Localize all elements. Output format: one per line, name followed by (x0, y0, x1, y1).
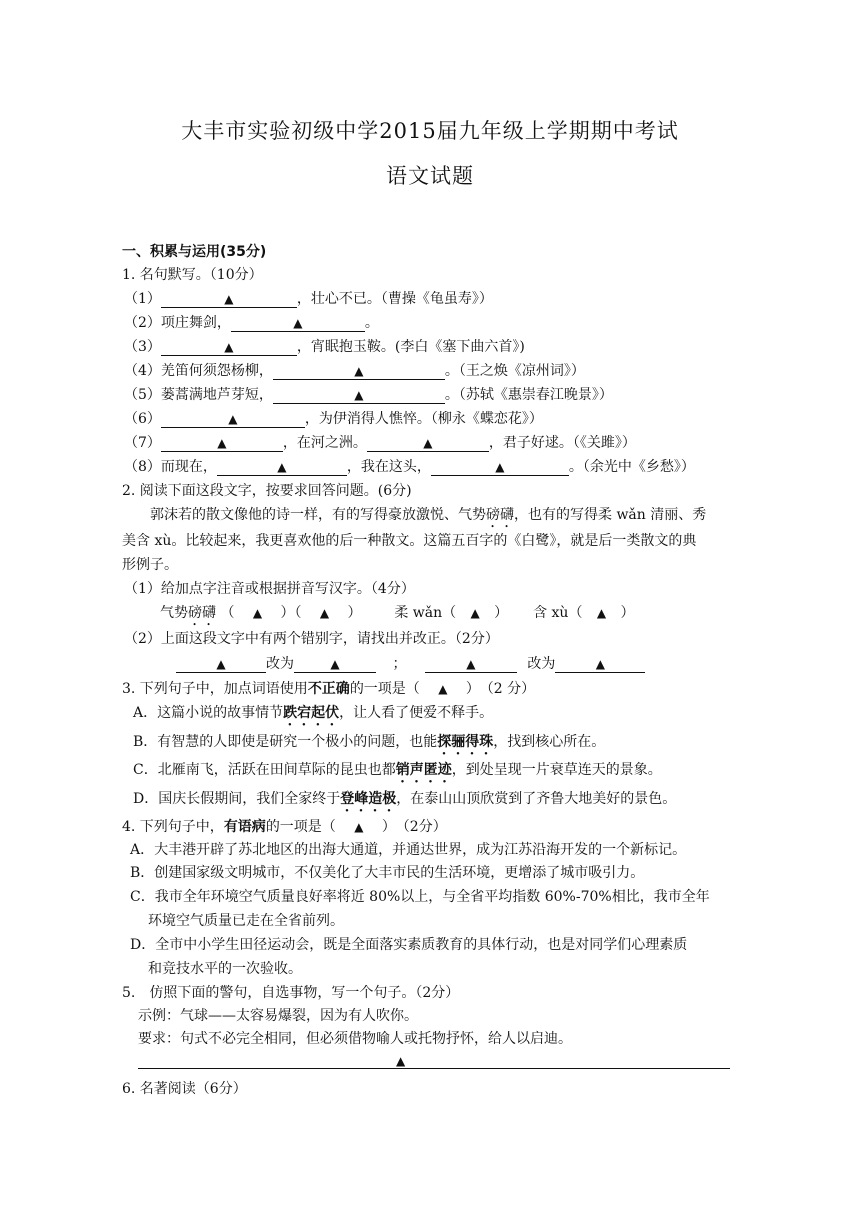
q1-item-3: （3） ▲ ，宵眠抱玉鞍。(李白《塞下曲六首》) (124, 339, 525, 355)
q3-option-c: C．北雁南飞，活跃在田间草际的昆虫也都销声匿迹，到处呈现一片衰草连天的景象。 (133, 762, 662, 778)
section-heading: 一、积累与运用(35分) (122, 244, 267, 260)
triangle-icon: ▲ (595, 657, 605, 671)
triangle-icon: ▲ (293, 316, 303, 330)
triangle-icon: ▲ (423, 436, 433, 450)
answer-blank[interactable] (425, 656, 517, 673)
q1-stem: 1. 名句默写。（10分） (122, 267, 263, 283)
triangle-icon: ▲ (438, 682, 448, 696)
answer-blank[interactable] (217, 459, 347, 476)
answer-blank[interactable] (231, 315, 365, 332)
q4-option-b: B．创建国家级文明城市，不仅美化了大丰市民的生活环境，更增添了城市吸引力。 (130, 865, 645, 881)
q1-item-4: （4）羌笛何须怨杨柳， ▲ 。（王之焕《凉州词》） (124, 363, 585, 379)
q3-option-b: B．有智慧的人即使是研究一个极小的问题，也能探骊得珠，找到核心所在。 (133, 734, 606, 750)
answer-blank[interactable] (161, 411, 305, 428)
triangle-icon: ▲ (216, 657, 226, 671)
answer-blank[interactable] (273, 387, 445, 404)
answer-blank[interactable] (161, 291, 297, 308)
triangle-icon: ▲ (217, 436, 227, 450)
answer-blank[interactable] (161, 339, 297, 356)
triangle-icon: ▲ (396, 1054, 406, 1068)
q4-option-c: C．我市全年环境空气质量良好率将近 80%以上，与全省平均指数 60%-70%相比，我市全年 (130, 889, 710, 905)
triangle-icon: ▲ (470, 606, 480, 620)
triangle-icon: ▲ (319, 606, 330, 620)
dotted-word: 磅礴 (188, 605, 216, 621)
answer-slot[interactable] (420, 680, 466, 698)
q4-stem: 4. 下列句子中，有语病的一项是（ ▲ ） （2分） (122, 819, 447, 835)
q1-item-7: （7） ▲ ，在河之洲。 ▲ ，君子好逑。（《关雎》） (124, 435, 636, 451)
answer-slot[interactable] (234, 604, 280, 622)
answer-blank[interactable] (176, 656, 266, 673)
triangle-icon: ▲ (596, 606, 607, 620)
answer-blank[interactable] (367, 435, 489, 452)
triangle-icon: ▲ (224, 340, 234, 354)
triangle-icon: ▲ (495, 460, 505, 474)
triangle-icon: ▲ (354, 388, 364, 402)
triangle-icon: ▲ (252, 606, 263, 620)
q4-option-d: D．全市中小学生田径运动会，既是全面落实素质教育的具体行动，也是对同学们心理素质 (130, 937, 688, 953)
q1-item-8: （8）而现在， ▲ ，我在这头， ▲ 。（余光中《乡愁》） (124, 459, 695, 475)
triangle-icon: ▲ (466, 657, 476, 671)
triangle-icon: ▲ (224, 292, 234, 306)
q2-passage-line-3: 形例子。 (122, 557, 178, 573)
dotted-word: 磅礴 (486, 507, 514, 523)
answer-slot[interactable] (301, 604, 347, 622)
q3-option-a: A．这篇小说的故事情节跌宕起伏，让人看了便爱不释手。 (133, 705, 494, 721)
answer-blank[interactable] (431, 459, 569, 476)
q3-option-d: D．国庆长假期间，我们全家终于登峰造极，在泰山山顶欣赏到了齐鲁大地美好的景色。 (133, 791, 677, 807)
triangle-icon: ▲ (354, 364, 364, 378)
exam-subtitle: 语文试题 (386, 164, 474, 188)
answer-blank[interactable] (161, 435, 283, 452)
q5-requirement: 要求：句式不必完全相同，但必须借物喻人或托物抒怀，给人以启迪。 (138, 1031, 572, 1047)
q1-item-2: （2）项庄舞剑， ▲ 。 (124, 315, 379, 331)
answer-slot[interactable] (336, 818, 382, 836)
q2-sub1-answers: 气势磅礴 （ ▲ ）（ ▲ ） 柔 wǎn（ ▲ ） 含 xù（ ▲ ） (160, 605, 635, 621)
answer-blank[interactable] (555, 656, 645, 673)
answer-blank[interactable] (273, 363, 445, 380)
q1-item-6: （6） ▲ ，为伊消得人憔悴。（柳永《蝶恋花》） (124, 411, 543, 427)
q5-answer-line[interactable] (138, 1068, 730, 1069)
q6-stem: 6. 名著阅读（6分） (122, 1081, 247, 1097)
q2-sub2-stem: （2）上面这段文字中有两个错别字，请找出并改正。（2分） (124, 631, 499, 647)
q4-option-c-cont: 环境空气质量已走在全省前列。 (148, 913, 344, 929)
q4-option-a: A．大丰港开辟了苏北地区的出海大通道，并通达世界，成为江苏沿海开发的一个新标记。 (130, 842, 687, 858)
answer-blank[interactable] (294, 656, 376, 673)
q2-stem: 2. 阅读下面这段文字，按要求回答问题。(6分) (122, 483, 412, 499)
answer-slot[interactable] (456, 604, 494, 622)
q3-stem: 3. 下列句子中，加点词语使用不正确的一项是（ ▲ ） （2 分） (122, 681, 536, 697)
q2-sub2-answers: ▲ 改为 ▲ ； ▲ 改为 ▲ (176, 655, 645, 673)
triangle-icon: ▲ (354, 820, 364, 834)
triangle-icon: ▲ (330, 657, 340, 671)
q4-option-d-cont: 和竞技水平的一次验收。 (148, 961, 302, 977)
q2-sub1-stem: （1）给加点字注音或根据拼音写汉字。（4分） (124, 581, 415, 597)
q2-passage-line-1: 郭沫若的散文像他的诗一样，有的写得豪放激悦、气势磅礴，也有的写得柔 wǎn 清丽、秀 (150, 507, 707, 523)
exam-title: 大丰市实验初级中学2015届九年级上学期期中考试 (181, 119, 679, 143)
q1-item-5: （5）蒌蒿满地芦芽短， ▲ 。（苏轼《惠崇春江晚景》） (124, 387, 613, 403)
triangle-icon: ▲ (277, 460, 287, 474)
q2-passage-line-2: 美含 xù。比较起来，我更喜欢他的后一种散文。这篇五百字的《白鹭》，就是后一类散文的典 (122, 533, 697, 549)
q5-example: 示例：气球——太容易爆裂，因为有人吹你。 (138, 1008, 418, 1024)
answer-slot[interactable] (582, 604, 620, 622)
q5-stem: 5. 仿照下面的警句，自选事物，写一个句子。（2分） (122, 985, 460, 1001)
triangle-icon: ▲ (228, 412, 238, 426)
q1-item-1: （1） ▲ ，壮心不已。（曹操《龟虽寿》） (124, 291, 493, 307)
